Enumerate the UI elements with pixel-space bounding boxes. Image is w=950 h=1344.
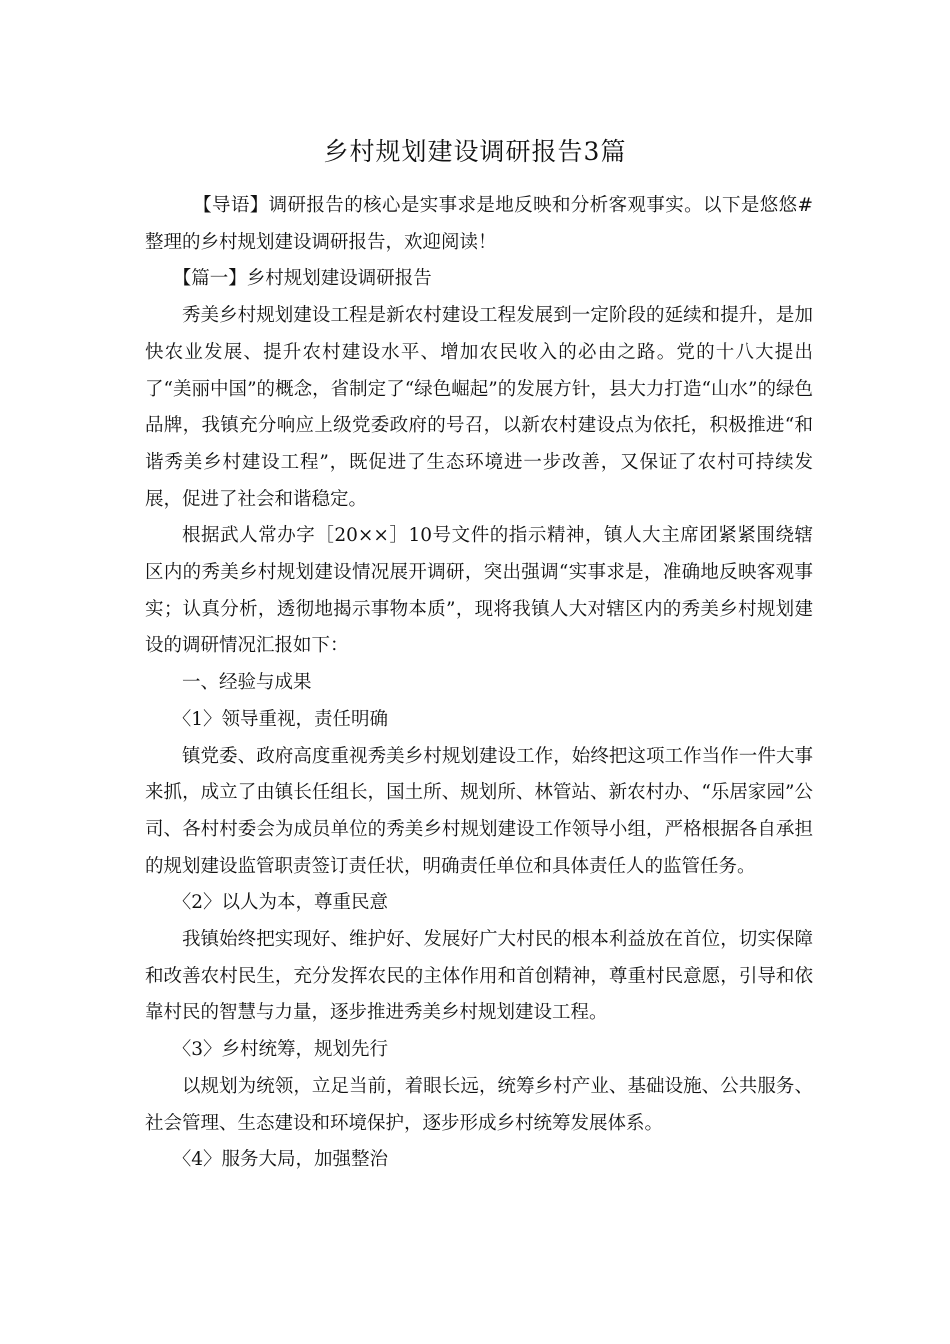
body-paragraph: 根据武人常办字［20××］10号文件的指示精神，镇人大主席团紧紧围绕辖区内的秀美乡村规划建设情况展开调研，突出强调“实事求是，准确地反映客观事实；认真分析，透彻地揭示事物本质”，现将我镇人大对辖区内的秀美乡村规划建设的调研情况汇报如下： [145,525,813,657]
section-heading-experience: 一、经验与成果 [182,672,312,694]
intro-paragraph: 【导语】调研报告的核心是实事求是地反映和分析客观事实。以下是悠悠#整理的乡村规划建设调研报告，欢迎阅读！ [145,195,813,253]
subheading-2: 〈2〉以人为本，尊重民意 [172,892,389,914]
subheading-1: 〈1〉领导重视，责任明确 [172,708,389,730]
section-heading-part-one: 【篇一】乡村规划建设调研报告 [172,268,432,290]
subheading-3: 〈3〉乡村统筹，规划先行 [172,1039,389,1061]
body-paragraph: 秀美乡村规划建设工程是新农村建设工程发展到一定阶段的延续和提升，是加快农业发展、提升农村建设水平、增加农民收入的必由之路。党的十八大提出了“美丽中国”的概念，省制定了“绿色崛起”的发展方针，县大力打造“山水”的绿色品牌，我镇充分响应上级党委政府的号召，以新农村建设点为依托，积极推进“和谐秀美乡村建设工程”，既促进了生态环境进一步改善，又保证了农村可持续发展，促进了社会和谐稳定。 [145,305,813,510]
document-title: 乡村规划建设调研报告3篇 [323,137,627,166]
body-paragraph: 我镇始终把实现好、维护好、发展好广大村民的根本利益放在首位，切实保障和改善农村民生，充分发挥农民的主体作用和首创精神，尊重村民意愿，引导和依靠村民的智慧与力量，逐步推进秀美乡村规划建设工程。 [145,929,813,1024]
body-paragraph: 以规划为统领，立足当前，着眼长远，统筹乡村产业、基础设施、公共服务、社会管理、生态建设和环境保护，逐步形成乡村统筹发展体系。 [145,1075,813,1134]
body-paragraph: 镇党委、政府高度重视秀美乡村规划建设工作，始终把这项工作当作一件大事来抓，成立了由镇长任组长，国土所、规划所、林管站、新农村办、“乐居家园”公司、各村村委会为成员单位的秀美乡村规划建设工作领导小组，严格根据各自承担的规划建设监管职责签订责任状，明确责任单位和具体责任人的监管任务。 [145,745,813,877]
document-body [145,188,813,1179]
subheading-4: 〈4〉服务大局，加强整治 [172,1149,389,1171]
